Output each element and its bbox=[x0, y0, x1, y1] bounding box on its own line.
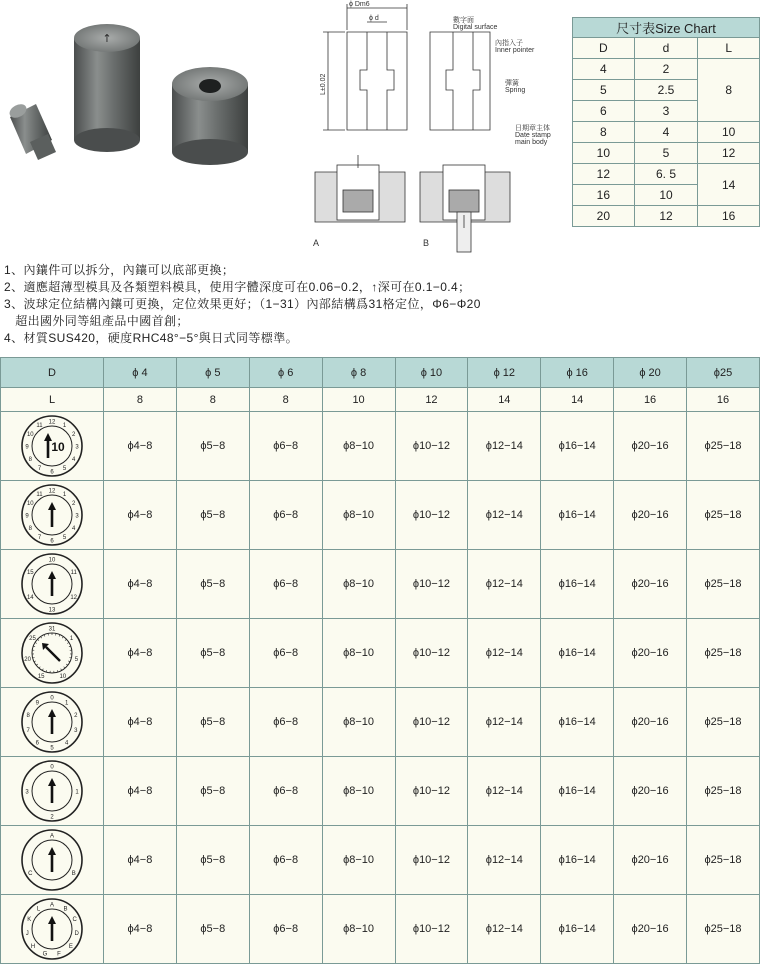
size-cell: ϕ12−14 bbox=[468, 757, 541, 826]
dial-label: 1 bbox=[63, 492, 67, 498]
dial-label: 8 bbox=[27, 713, 31, 719]
dial-label: 0 bbox=[50, 765, 54, 771]
dial-label: 4 bbox=[72, 457, 76, 463]
size-cell: ϕ12−14 bbox=[468, 412, 541, 481]
size-cell: ϕ4−8 bbox=[104, 688, 177, 757]
dial-label: A bbox=[50, 903, 54, 909]
size-cell: ϕ16−14 bbox=[541, 481, 614, 550]
dial-days-31-icon bbox=[19, 620, 85, 686]
note-item: 3、波球定位結構內鑲可更換，定位效果更好；（1−31）內部結構爲31格定位，Φ6−Φ20 bbox=[4, 296, 481, 313]
dial-label: 12 bbox=[70, 595, 77, 601]
main-length-cell: 8 bbox=[104, 388, 177, 412]
date-stamp-en1: Date stamp bbox=[515, 132, 551, 139]
size-cell: ϕ10−12 bbox=[395, 619, 468, 688]
size-cell: ϕ5−8 bbox=[176, 619, 249, 688]
main-header-diameter: ϕ 8 bbox=[322, 358, 395, 388]
product-photo bbox=[0, 22, 260, 182]
note-item: 超出國外同等組產品中國首創； bbox=[4, 313, 481, 330]
dial-label: E bbox=[69, 944, 73, 950]
dial-label: 6 bbox=[50, 470, 54, 476]
dial-label: 10 bbox=[27, 501, 34, 507]
size-cell: ϕ12−14 bbox=[468, 481, 541, 550]
dial-label: D bbox=[75, 931, 80, 937]
size-cell: ϕ10−12 bbox=[395, 826, 468, 895]
dial-label: H bbox=[31, 944, 35, 950]
dial-label: F bbox=[57, 952, 61, 958]
size-cell: ϕ8−10 bbox=[322, 412, 395, 481]
size-cell: ϕ25−18 bbox=[687, 412, 760, 481]
size-cell: ϕ20−16 bbox=[614, 826, 687, 895]
size-chart-cell: 10 bbox=[698, 122, 760, 143]
size-cell: ϕ10−12 bbox=[395, 757, 468, 826]
size-cell: ϕ5−8 bbox=[176, 826, 249, 895]
dial-label: L bbox=[37, 907, 41, 913]
dial-label: 20 bbox=[24, 657, 31, 663]
size-cell: ϕ12−14 bbox=[468, 895, 541, 964]
size-chart-cell: 20 bbox=[573, 206, 635, 227]
dial-label: 10 bbox=[27, 432, 34, 438]
dial-months-icon bbox=[19, 482, 85, 548]
size-cell: ϕ25−18 bbox=[687, 481, 760, 550]
dial-label: 11 bbox=[36, 423, 43, 429]
dial-cell bbox=[1, 619, 104, 688]
size-cell: ϕ16−14 bbox=[541, 688, 614, 757]
dial-label: 6 bbox=[50, 539, 54, 545]
size-chart-header-d: D bbox=[573, 38, 635, 59]
main-length-cell: 14 bbox=[468, 388, 541, 412]
size-cell: ϕ8−10 bbox=[322, 619, 395, 688]
main-length-cell: 16 bbox=[687, 388, 760, 412]
main-length-cell: 8 bbox=[249, 388, 322, 412]
size-cell: ϕ5−8 bbox=[176, 550, 249, 619]
size-chart-header-l: L bbox=[698, 38, 760, 59]
dial-label: 5 bbox=[63, 535, 67, 541]
note-item: 4、材質SUS420，硬度RHC48°−5°與日式同等標準。 bbox=[4, 330, 481, 347]
main-header-diameter: ϕ 12 bbox=[468, 358, 541, 388]
size-chart-cell: 12 bbox=[634, 206, 698, 227]
dial-label: 10 bbox=[59, 674, 66, 680]
size-chart-cell: 12 bbox=[698, 143, 760, 164]
dial-label: 2 bbox=[72, 432, 76, 438]
dial-label: 12 bbox=[49, 489, 56, 495]
size-chart-cell: 4 bbox=[634, 122, 698, 143]
size-chart-cell: 3 bbox=[634, 101, 698, 122]
size-chart-cell: 10 bbox=[634, 185, 698, 206]
size-cell: ϕ10−12 bbox=[395, 895, 468, 964]
size-cell: ϕ16−14 bbox=[541, 619, 614, 688]
dial-label: C bbox=[73, 917, 78, 923]
note-item: 2、適應超薄型模具及各類塑料模具，使用字體深度可在0.06−0.2，↑深可在0.1−0.4； bbox=[4, 279, 481, 296]
main-table bbox=[0, 357, 760, 964]
dial-label: 1 bbox=[63, 423, 67, 429]
dial-label: B bbox=[63, 907, 67, 913]
dial-label: B bbox=[72, 871, 76, 877]
size-cell: ϕ12−14 bbox=[468, 550, 541, 619]
dial-label: 3 bbox=[75, 445, 79, 451]
size-chart-cell: 2 bbox=[634, 59, 698, 80]
dial-label: 0 bbox=[50, 696, 54, 702]
main-header-diameter: ϕ25 bbox=[687, 358, 760, 388]
size-cell: ϕ10−12 bbox=[395, 412, 468, 481]
dial-label: 15 bbox=[27, 570, 34, 576]
size-cell: ϕ16−14 bbox=[541, 826, 614, 895]
size-cell: ϕ8−10 bbox=[322, 895, 395, 964]
size-cell: ϕ8−10 bbox=[322, 757, 395, 826]
size-cell: ϕ16−14 bbox=[541, 895, 614, 964]
size-cell: ϕ10−12 bbox=[395, 481, 468, 550]
dim-dm6-label: ϕ Dm6 bbox=[349, 1, 370, 8]
size-cell: ϕ20−16 bbox=[614, 412, 687, 481]
size-cell: ϕ20−16 bbox=[614, 619, 687, 688]
dial-abc-icon bbox=[19, 827, 85, 893]
note-item: 1、內鑲件可以拆分，內鑲可以底部更換； bbox=[4, 262, 481, 279]
dial-label: J bbox=[26, 931, 29, 937]
size-cell: ϕ5−8 bbox=[176, 412, 249, 481]
dim-l-label: L±0.02 bbox=[320, 74, 327, 95]
spring-cn: 彈簧 bbox=[505, 78, 520, 87]
size-cell: ϕ20−16 bbox=[614, 688, 687, 757]
size-cell: ϕ12−14 bbox=[468, 619, 541, 688]
main-header-diameter: ϕ 6 bbox=[249, 358, 322, 388]
svg-text:↑: ↑ bbox=[102, 32, 111, 45]
size-chart-cell: 10 bbox=[573, 143, 635, 164]
dial-label: 9 bbox=[36, 700, 40, 706]
size-cell: ϕ6−8 bbox=[249, 619, 322, 688]
dial-label: 13 bbox=[49, 608, 56, 614]
size-cell: ϕ12−14 bbox=[468, 688, 541, 757]
size-cell: ϕ6−8 bbox=[249, 757, 322, 826]
size-cell: ϕ20−16 bbox=[614, 481, 687, 550]
dial-quarters-icon bbox=[19, 551, 85, 617]
size-chart-cell: 6. 5 bbox=[634, 164, 698, 185]
size-chart-cell: 12 bbox=[573, 164, 635, 185]
size-chart-cell: 2.5 bbox=[634, 80, 698, 101]
size-chart-cell: 5 bbox=[573, 80, 635, 101]
dial-four-icon bbox=[19, 758, 85, 824]
dial-label: 8 bbox=[29, 457, 33, 463]
dial-label: 10 bbox=[49, 558, 56, 564]
size-cell: ϕ8−10 bbox=[322, 481, 395, 550]
dial-label: 5 bbox=[75, 657, 79, 663]
dial-label: 12 bbox=[49, 420, 56, 426]
main-header-diameter: ϕ 4 bbox=[104, 358, 177, 388]
dial-label: 15 bbox=[38, 674, 45, 680]
size-cell: ϕ25−18 bbox=[687, 688, 760, 757]
dial-label: 2 bbox=[72, 501, 76, 507]
dial-label: 1 bbox=[75, 790, 79, 796]
size-cell: ϕ25−18 bbox=[687, 757, 760, 826]
size-cell: ϕ6−8 bbox=[249, 412, 322, 481]
dial-label: K bbox=[27, 917, 31, 923]
spring-en: Spring bbox=[505, 87, 525, 94]
size-chart-title: 尺寸表Size Chart bbox=[573, 18, 760, 38]
size-cell: ϕ25−18 bbox=[687, 550, 760, 619]
size-cell: ϕ16−14 bbox=[541, 757, 614, 826]
size-cell: ϕ6−8 bbox=[249, 826, 322, 895]
dial-label: 8 bbox=[29, 526, 33, 532]
dial-label: 3 bbox=[75, 514, 79, 520]
digital-surface-cn: 數字面 bbox=[453, 15, 474, 24]
dial-label: 5 bbox=[63, 466, 67, 472]
dial-label: 31 bbox=[49, 627, 56, 633]
label-a: A bbox=[313, 238, 319, 248]
dial-label: G bbox=[43, 952, 48, 958]
dial-label: 2 bbox=[74, 713, 78, 719]
size-cell: ϕ5−8 bbox=[176, 757, 249, 826]
main-header-l: L bbox=[1, 388, 104, 412]
size-cell: ϕ25−18 bbox=[687, 826, 760, 895]
technical-diagram bbox=[305, 0, 570, 255]
size-cell: ϕ5−8 bbox=[176, 895, 249, 964]
inner-pointer-cn: 內指入子 bbox=[495, 38, 523, 47]
notes bbox=[4, 262, 481, 347]
dial-months-10-icon bbox=[19, 413, 85, 479]
dial-label: 6 bbox=[36, 741, 40, 747]
pin-part bbox=[7, 101, 56, 160]
size-cell: ϕ10−12 bbox=[395, 688, 468, 757]
size-cell: ϕ8−10 bbox=[322, 826, 395, 895]
dial-label: 4 bbox=[72, 526, 76, 532]
dial-cell bbox=[1, 757, 104, 826]
size-cell: ϕ4−8 bbox=[104, 826, 177, 895]
dial-cell bbox=[1, 895, 104, 964]
size-chart-cell: 14 bbox=[698, 164, 760, 206]
dial-label: A bbox=[50, 834, 54, 840]
dial-cell bbox=[1, 481, 104, 550]
dial-cell bbox=[1, 550, 104, 619]
dial-label: 7 bbox=[38, 466, 42, 472]
size-chart-header-small-d: d bbox=[634, 38, 698, 59]
size-cell: ϕ5−8 bbox=[176, 481, 249, 550]
dial-label: 9 bbox=[25, 445, 29, 451]
size-chart-cell: 8 bbox=[698, 59, 760, 122]
dial-cell bbox=[1, 688, 104, 757]
dial-digits-icon bbox=[19, 689, 85, 755]
dial-cell bbox=[1, 826, 104, 895]
size-cell: ϕ20−16 bbox=[614, 895, 687, 964]
size-chart-cell: 6 bbox=[573, 101, 635, 122]
size-cell: ϕ12−14 bbox=[468, 826, 541, 895]
dial-label: 3 bbox=[25, 790, 29, 796]
dial-label: 4 bbox=[65, 741, 69, 747]
size-cell: ϕ25−18 bbox=[687, 895, 760, 964]
main-length-cell: 12 bbox=[395, 388, 468, 412]
size-cell: ϕ4−8 bbox=[104, 619, 177, 688]
size-cell: ϕ16−14 bbox=[541, 550, 614, 619]
size-cell: ϕ6−8 bbox=[249, 895, 322, 964]
dial-cell bbox=[1, 412, 104, 481]
dial-letters-icon bbox=[19, 896, 85, 962]
size-cell: ϕ25−18 bbox=[687, 619, 760, 688]
main-header-diameter: ϕ 16 bbox=[541, 358, 614, 388]
dial-label: 5 bbox=[50, 746, 54, 752]
size-chart bbox=[572, 17, 760, 227]
main-length-cell: 16 bbox=[614, 388, 687, 412]
dial-label: 11 bbox=[36, 492, 43, 498]
size-cell: ϕ4−8 bbox=[104, 550, 177, 619]
dial-label: 9 bbox=[25, 514, 29, 520]
dial-label: 25 bbox=[29, 636, 36, 642]
main-length-cell: 8 bbox=[176, 388, 249, 412]
date-stamp-short bbox=[172, 67, 248, 165]
size-cell: ϕ20−16 bbox=[614, 757, 687, 826]
dial-label: 1 bbox=[65, 700, 69, 706]
dial-label: 3 bbox=[74, 728, 78, 734]
main-header-d: D bbox=[1, 358, 104, 388]
size-cell: ϕ10−12 bbox=[395, 550, 468, 619]
dial-label: 2 bbox=[50, 815, 54, 821]
size-cell: ϕ20−16 bbox=[614, 550, 687, 619]
size-cell: ϕ4−8 bbox=[104, 481, 177, 550]
size-chart-cell: 8 bbox=[573, 122, 635, 143]
size-cell: ϕ4−8 bbox=[104, 895, 177, 964]
date-stamp-tall bbox=[74, 24, 140, 152]
main-header-diameter: ϕ 10 bbox=[395, 358, 468, 388]
size-cell: ϕ4−8 bbox=[104, 757, 177, 826]
dial-label: 7 bbox=[38, 535, 42, 541]
dial-label: C bbox=[28, 871, 33, 877]
size-cell: ϕ5−8 bbox=[176, 688, 249, 757]
size-chart-cell: 4 bbox=[573, 59, 635, 80]
size-cell: ϕ6−8 bbox=[249, 688, 322, 757]
size-chart-cell: 16 bbox=[573, 185, 635, 206]
size-cell: ϕ4−8 bbox=[104, 412, 177, 481]
size-chart-cell: 5 bbox=[634, 143, 698, 164]
size-cell: ϕ6−8 bbox=[249, 550, 322, 619]
label-b: B bbox=[423, 238, 429, 248]
main-length-cell: 14 bbox=[541, 388, 614, 412]
inner-pointer-en: Inner pointer bbox=[495, 47, 535, 54]
main-length-cell: 10 bbox=[322, 388, 395, 412]
size-cell: ϕ8−10 bbox=[322, 550, 395, 619]
dial-label: 11 bbox=[71, 570, 78, 576]
dial-center-label: 10 bbox=[51, 440, 65, 454]
size-cell: ϕ16−14 bbox=[541, 412, 614, 481]
dim-d-label: ϕ d bbox=[369, 15, 379, 22]
main-header-diameter: ϕ 5 bbox=[176, 358, 249, 388]
dial-label: 1 bbox=[70, 636, 74, 642]
size-chart-cell: 16 bbox=[698, 206, 760, 227]
dial-label: 14 bbox=[27, 595, 34, 601]
dial-label: 7 bbox=[27, 728, 31, 734]
date-stamp-cn: 日期章主体 bbox=[515, 123, 550, 132]
size-cell: ϕ8−10 bbox=[322, 688, 395, 757]
main-header-diameter: ϕ 20 bbox=[614, 358, 687, 388]
digital-surface-en: Digital surface bbox=[453, 24, 497, 31]
size-cell: ϕ6−8 bbox=[249, 481, 322, 550]
date-stamp-en2: main body bbox=[515, 139, 548, 146]
